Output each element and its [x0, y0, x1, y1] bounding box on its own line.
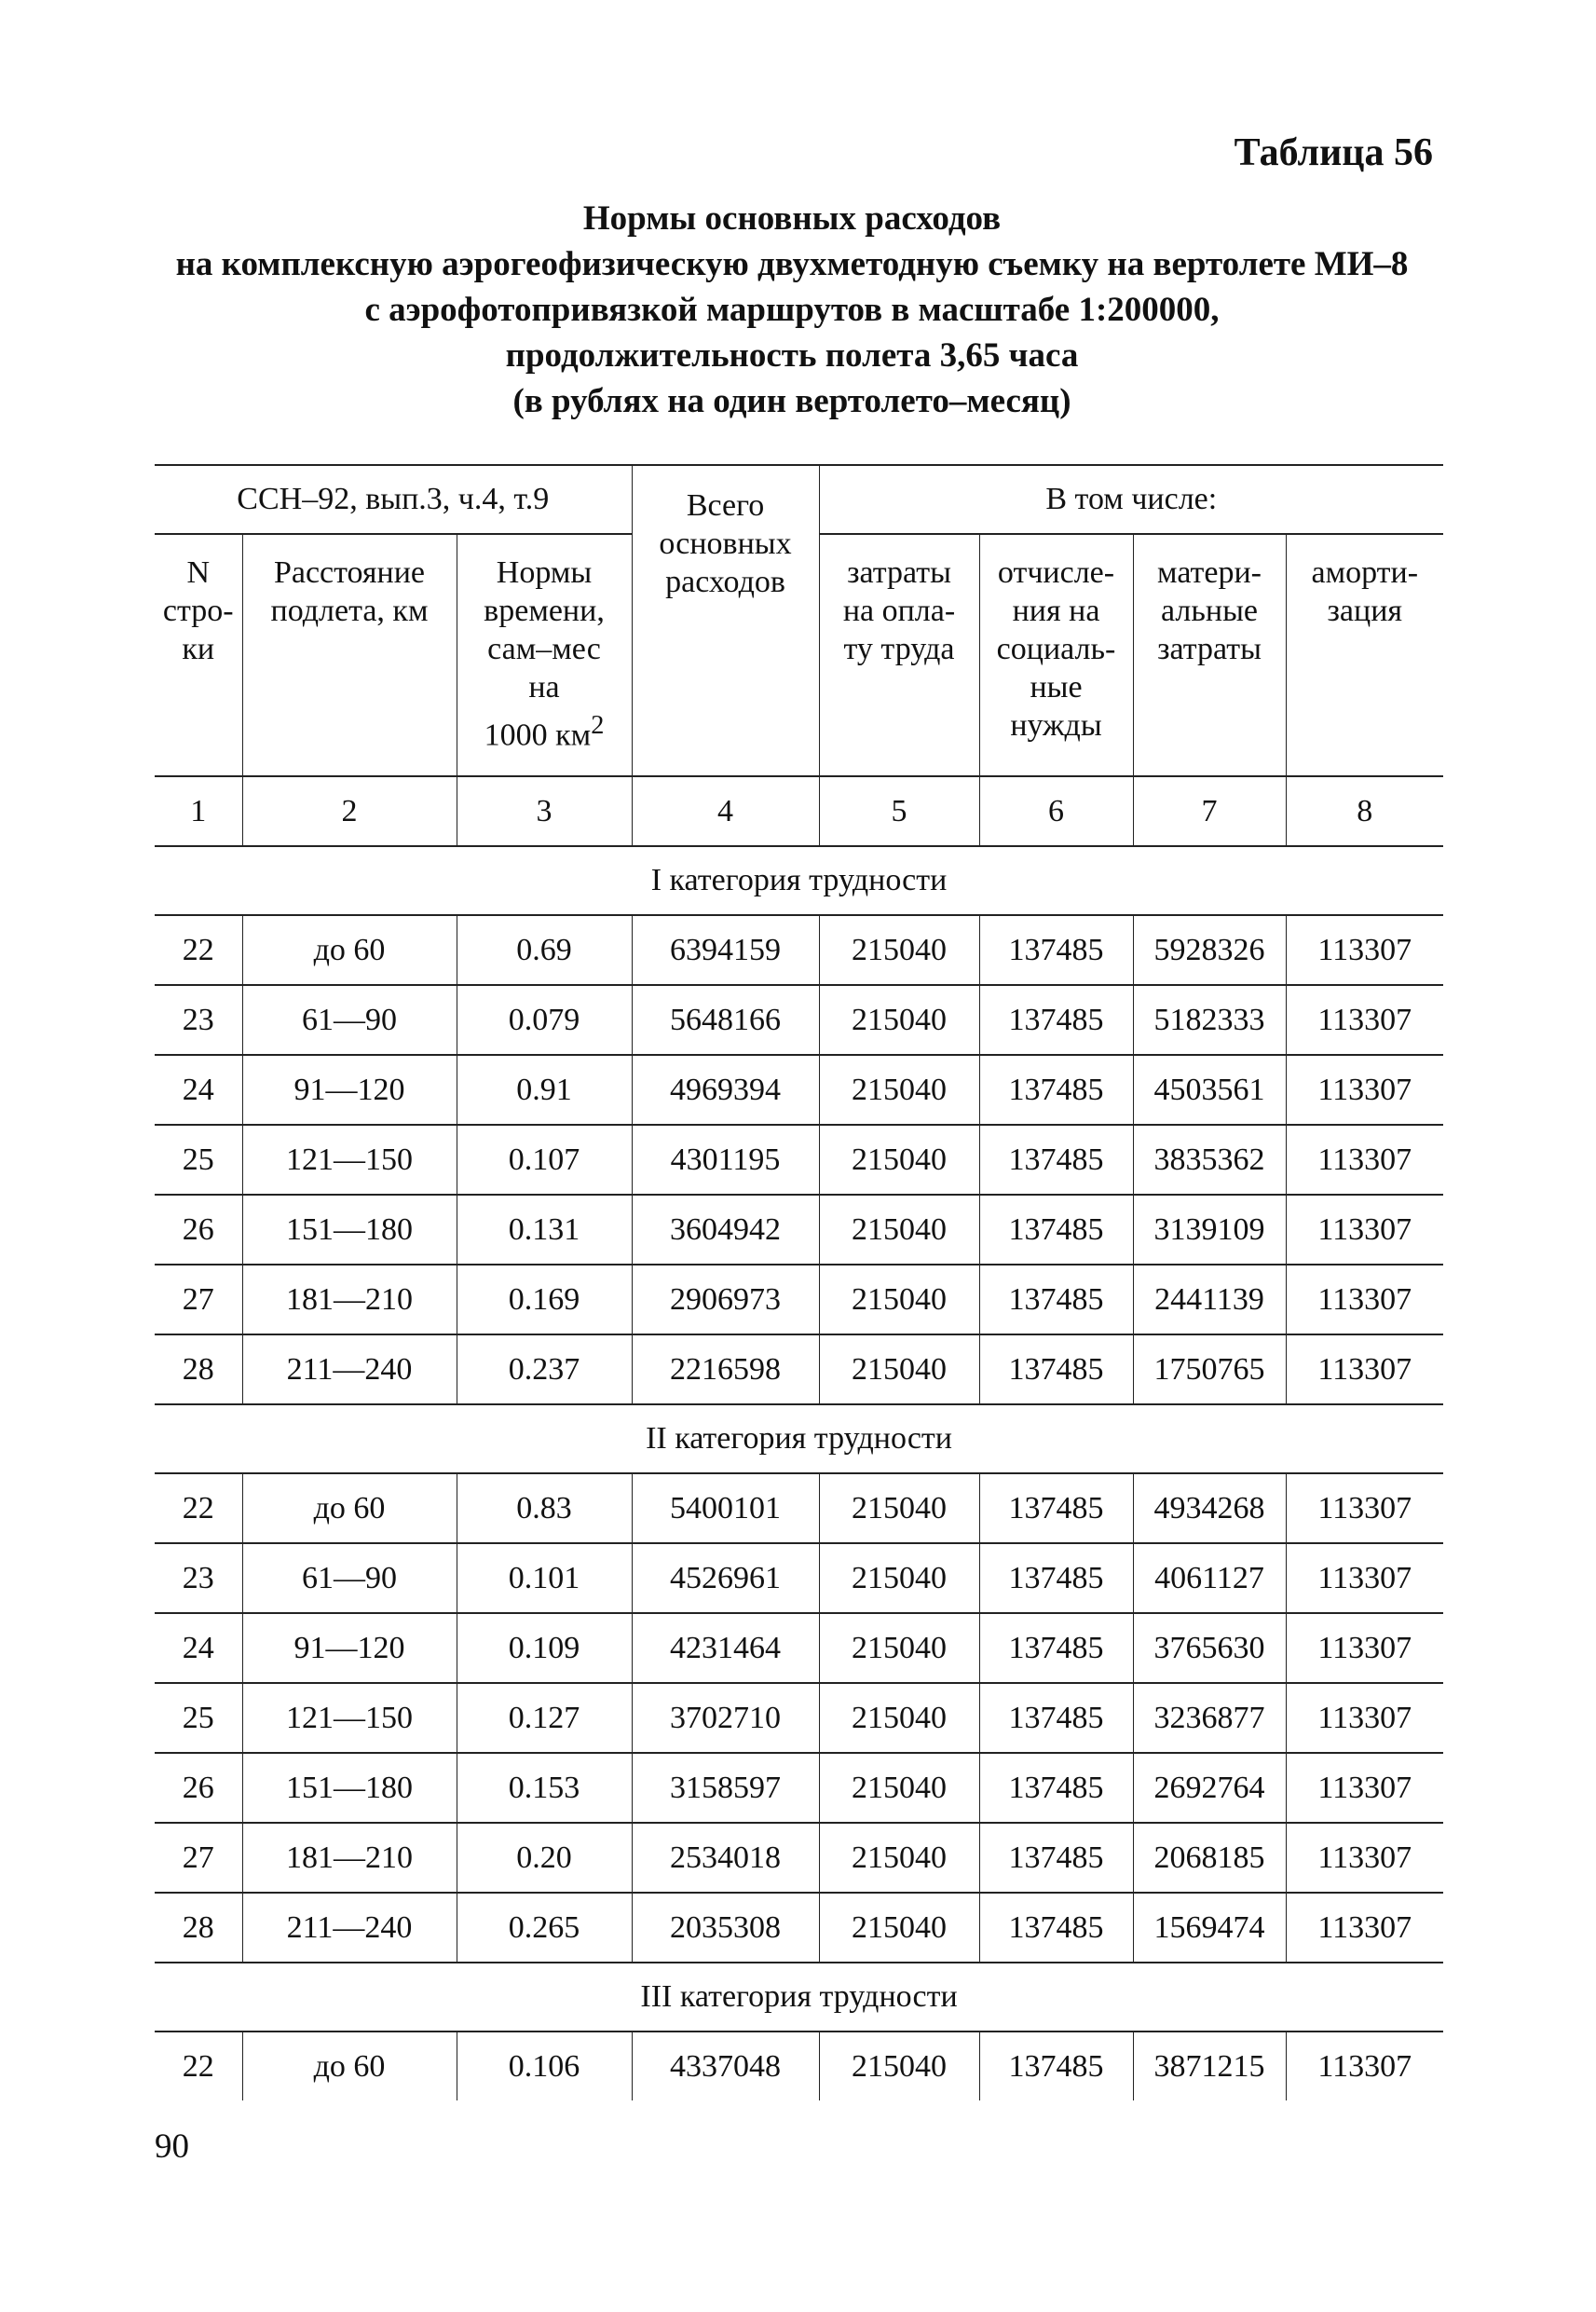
table-cell: 0.237: [457, 1334, 632, 1404]
table-cell: 113307: [1286, 1543, 1443, 1613]
table-cell: 2906973: [632, 1265, 819, 1334]
column-number: 6: [979, 776, 1133, 846]
table-cell: 137485: [979, 1753, 1133, 1823]
table-cell: 137485: [979, 1265, 1133, 1334]
title-line: с аэрофотопривязкой маршрутов в масштабе 1:200000,: [364, 291, 1220, 329]
table-cell: 0.131: [457, 1195, 632, 1265]
table-cell: 4301195: [632, 1125, 819, 1195]
table-cell: 137485: [979, 1613, 1133, 1683]
header-ssn: ССН–92, вып.3, ч.4, т.9: [155, 465, 632, 534]
table-cell: 61—90: [242, 985, 457, 1055]
column-number: 7: [1133, 776, 1286, 846]
table-cell: 215040: [819, 1055, 979, 1125]
table-cell: 0.265: [457, 1893, 632, 1963]
table-cell: 137485: [979, 1055, 1133, 1125]
table-cell: 113307: [1286, 985, 1443, 1055]
table-cell: 137485: [979, 1125, 1133, 1195]
table-cell: 137485: [979, 985, 1133, 1055]
table-cell: 215040: [819, 1543, 979, 1613]
category-row: [155, 1404, 1443, 1473]
header-social-deductions: отчисле- ния на социаль- ные нужды: [979, 534, 1133, 776]
column-number: 4: [632, 776, 819, 846]
category-title: III категория трудности: [155, 1963, 1443, 2032]
table-cell: 211—240: [242, 1893, 457, 1963]
table-cell: 23: [155, 985, 242, 1055]
table-row: [155, 1543, 1443, 1613]
column-number: 5: [819, 776, 979, 846]
table-row: [155, 915, 1443, 985]
table-cell: 0.109: [457, 1613, 632, 1683]
table-row: [155, 1753, 1443, 1823]
table-cell: 137485: [979, 1334, 1133, 1404]
table-cell: 137485: [979, 1683, 1133, 1753]
table-cell: 0.83: [457, 1473, 632, 1543]
table-cell: 4061127: [1133, 1543, 1286, 1613]
table-cell: 4969394: [632, 1055, 819, 1125]
category-row: [155, 846, 1443, 915]
title-line: продолжительность полета 3,65 часа: [505, 336, 1079, 375]
table-title: [140, 196, 1444, 424]
norms-table: [155, 464, 1443, 2100]
header-material-costs: матери- альные затраты: [1133, 534, 1286, 776]
table-cell: 4337048: [632, 2032, 819, 2100]
table-row: [155, 1683, 1443, 1753]
table-cell: 24: [155, 1055, 242, 1125]
header-distance: Расстояние подлета, км: [242, 534, 457, 776]
table-row: [155, 1334, 1443, 1404]
table-cell: 113307: [1286, 1613, 1443, 1683]
table-cell: 4503561: [1133, 1055, 1286, 1125]
table-cell: 215040: [819, 1823, 979, 1893]
table-cell: до 60: [242, 915, 457, 985]
table-cell: 5928326: [1133, 915, 1286, 985]
table-cell: 113307: [1286, 1055, 1443, 1125]
header-row-number: N стро- ки: [155, 534, 242, 776]
header-time-norms: Нормы времени, сам–мес на 1000 $км^2$: [457, 534, 632, 776]
table-cell: 215040: [819, 1125, 979, 1195]
table-cell: 3835362: [1133, 1125, 1286, 1195]
table-cell: 113307: [1286, 1195, 1443, 1265]
table-cell: 25: [155, 1683, 242, 1753]
table-cell: 215040: [819, 1334, 979, 1404]
title-line: (в рублях на один вертолето–месяц): [512, 382, 1071, 420]
table-cell: 215040: [819, 1753, 979, 1823]
table-cell: 2692764: [1133, 1753, 1286, 1823]
table-cell: 4526961: [632, 1543, 819, 1613]
table-cell: 215040: [819, 1265, 979, 1334]
table-row: [155, 1613, 1443, 1683]
table-cell: 137485: [979, 1543, 1133, 1613]
table-cell: 22: [155, 915, 242, 985]
table-cell: 137485: [979, 915, 1133, 985]
table-cell: 215040: [819, 985, 979, 1055]
table-row: [155, 2032, 1443, 2100]
column-number: 8: [1286, 776, 1443, 846]
table-cell: 0.20: [457, 1823, 632, 1893]
table-cell: до 60: [242, 2032, 457, 2100]
table-cell: 25: [155, 1125, 242, 1195]
table-cell: 26: [155, 1753, 242, 1823]
table-cell: 5182333: [1133, 985, 1286, 1055]
table-cell: 215040: [819, 1613, 979, 1683]
table-cell: 2216598: [632, 1334, 819, 1404]
table-cell: 91—120: [242, 1055, 457, 1125]
table-cell: 3158597: [632, 1753, 819, 1823]
table-cell: 3604942: [632, 1195, 819, 1265]
table-row: [155, 1195, 1443, 1265]
table-cell: 137485: [979, 2032, 1133, 2100]
table-cell: 0.101: [457, 1543, 632, 1613]
title-line: на комплексную аэрогеофизическую двухметодную съемку на вертолете МИ–8: [175, 245, 1409, 283]
table-cell: 137485: [979, 1823, 1133, 1893]
table-cell: 113307: [1286, 1893, 1443, 1963]
table-cell: 215040: [819, 915, 979, 985]
category-row: [155, 1963, 1443, 2032]
header-labor-costs: затраты на опла- ту труда: [819, 534, 979, 776]
table-cell: 181—210: [242, 1823, 457, 1893]
table-cell: 113307: [1286, 1265, 1443, 1334]
table-cell: 0.079: [457, 985, 632, 1055]
table-cell: 181—210: [242, 1265, 457, 1334]
table-cell: 113307: [1286, 1125, 1443, 1195]
table-cell: 91—120: [242, 1613, 457, 1683]
table-cell: 0.69: [457, 915, 632, 985]
table-cell: 0.127: [457, 1683, 632, 1753]
table-cell: 1750765: [1133, 1334, 1286, 1404]
table-cell: 27: [155, 1265, 242, 1334]
table-label: Таблица 56: [1234, 131, 1433, 174]
table-cell: 27: [155, 1823, 242, 1893]
table-cell: 61—90: [242, 1543, 457, 1613]
table-cell: 2534018: [632, 1823, 819, 1893]
table-cell: 215040: [819, 1473, 979, 1543]
table-cell: 0.153: [457, 1753, 632, 1823]
header-including: В том числе:: [819, 465, 1443, 534]
table-cell: 24: [155, 1613, 242, 1683]
table-cell: 113307: [1286, 2032, 1443, 2100]
table-cell: 6394159: [632, 915, 819, 985]
table-cell: 2441139: [1133, 1265, 1286, 1334]
table-cell: 3871215: [1133, 2032, 1286, 2100]
table-cell: 23: [155, 1543, 242, 1613]
table-cell: 113307: [1286, 1683, 1443, 1753]
table-cell: 4934268: [1133, 1473, 1286, 1543]
column-number: 3: [457, 776, 632, 846]
table-cell: 0.107: [457, 1125, 632, 1195]
table-cell: 215040: [819, 1683, 979, 1753]
table-cell: 22: [155, 1473, 242, 1543]
table-cell: 215040: [819, 2032, 979, 2100]
table-cell: 2068185: [1133, 1823, 1286, 1893]
category-title: II категория трудности: [155, 1404, 1443, 1473]
column-number: 2: [242, 776, 457, 846]
page-number: 90: [155, 2127, 189, 2166]
title-line: Нормы основных расходов: [582, 199, 1002, 238]
table-cell: 28: [155, 1893, 242, 1963]
table-cell: 215040: [819, 1893, 979, 1963]
table-cell: 113307: [1286, 1753, 1443, 1823]
table-cell: 3702710: [632, 1683, 819, 1753]
table-cell: 113307: [1286, 1473, 1443, 1543]
column-numbers-row: [155, 776, 1443, 846]
table-cell: 22: [155, 2032, 242, 2100]
table-cell: 215040: [819, 1195, 979, 1265]
table-cell: 211—240: [242, 1334, 457, 1404]
table-cell: до 60: [242, 1473, 457, 1543]
table-row: [155, 1125, 1443, 1195]
table-cell: 3139109: [1133, 1195, 1286, 1265]
table-body: [155, 846, 1443, 2100]
table-cell: 1569474: [1133, 1893, 1286, 1963]
table-cell: 151—180: [242, 1195, 457, 1265]
table-cell: 137485: [979, 1893, 1133, 1963]
table-cell: 137485: [979, 1473, 1133, 1543]
table-cell: 121—150: [242, 1683, 457, 1753]
table-cell: 26: [155, 1195, 242, 1265]
table-row: [155, 1823, 1443, 1893]
column-number: 1: [155, 776, 242, 846]
table-cell: 151—180: [242, 1753, 457, 1823]
table-cell: 0.106: [457, 2032, 632, 2100]
table-cell: 137485: [979, 1195, 1133, 1265]
table-row: [155, 1265, 1443, 1334]
table-row: [155, 1893, 1443, 1963]
table-cell: 2035308: [632, 1893, 819, 1963]
table-cell: 3765630: [1133, 1613, 1286, 1683]
table-cell: 3236877: [1133, 1683, 1286, 1753]
table-cell: 28: [155, 1334, 242, 1404]
table-cell: 113307: [1286, 1823, 1443, 1893]
table-cell: 5400101: [632, 1473, 819, 1543]
table-cell: 0.169: [457, 1265, 632, 1334]
table-cell: 113307: [1286, 1334, 1443, 1404]
table-cell: 4231464: [632, 1613, 819, 1683]
table-cell: 121—150: [242, 1125, 457, 1195]
table-row: [155, 985, 1443, 1055]
table-row: [155, 1473, 1443, 1543]
table-cell: 5648166: [632, 985, 819, 1055]
table-cell: 113307: [1286, 915, 1443, 985]
header-depreciation: аморти- зация: [1286, 534, 1443, 776]
table-cell: 0.91: [457, 1055, 632, 1125]
header-total: Всего основных расходов: [632, 465, 819, 776]
table-row: [155, 1055, 1443, 1125]
category-title: I категория трудности: [155, 846, 1443, 915]
